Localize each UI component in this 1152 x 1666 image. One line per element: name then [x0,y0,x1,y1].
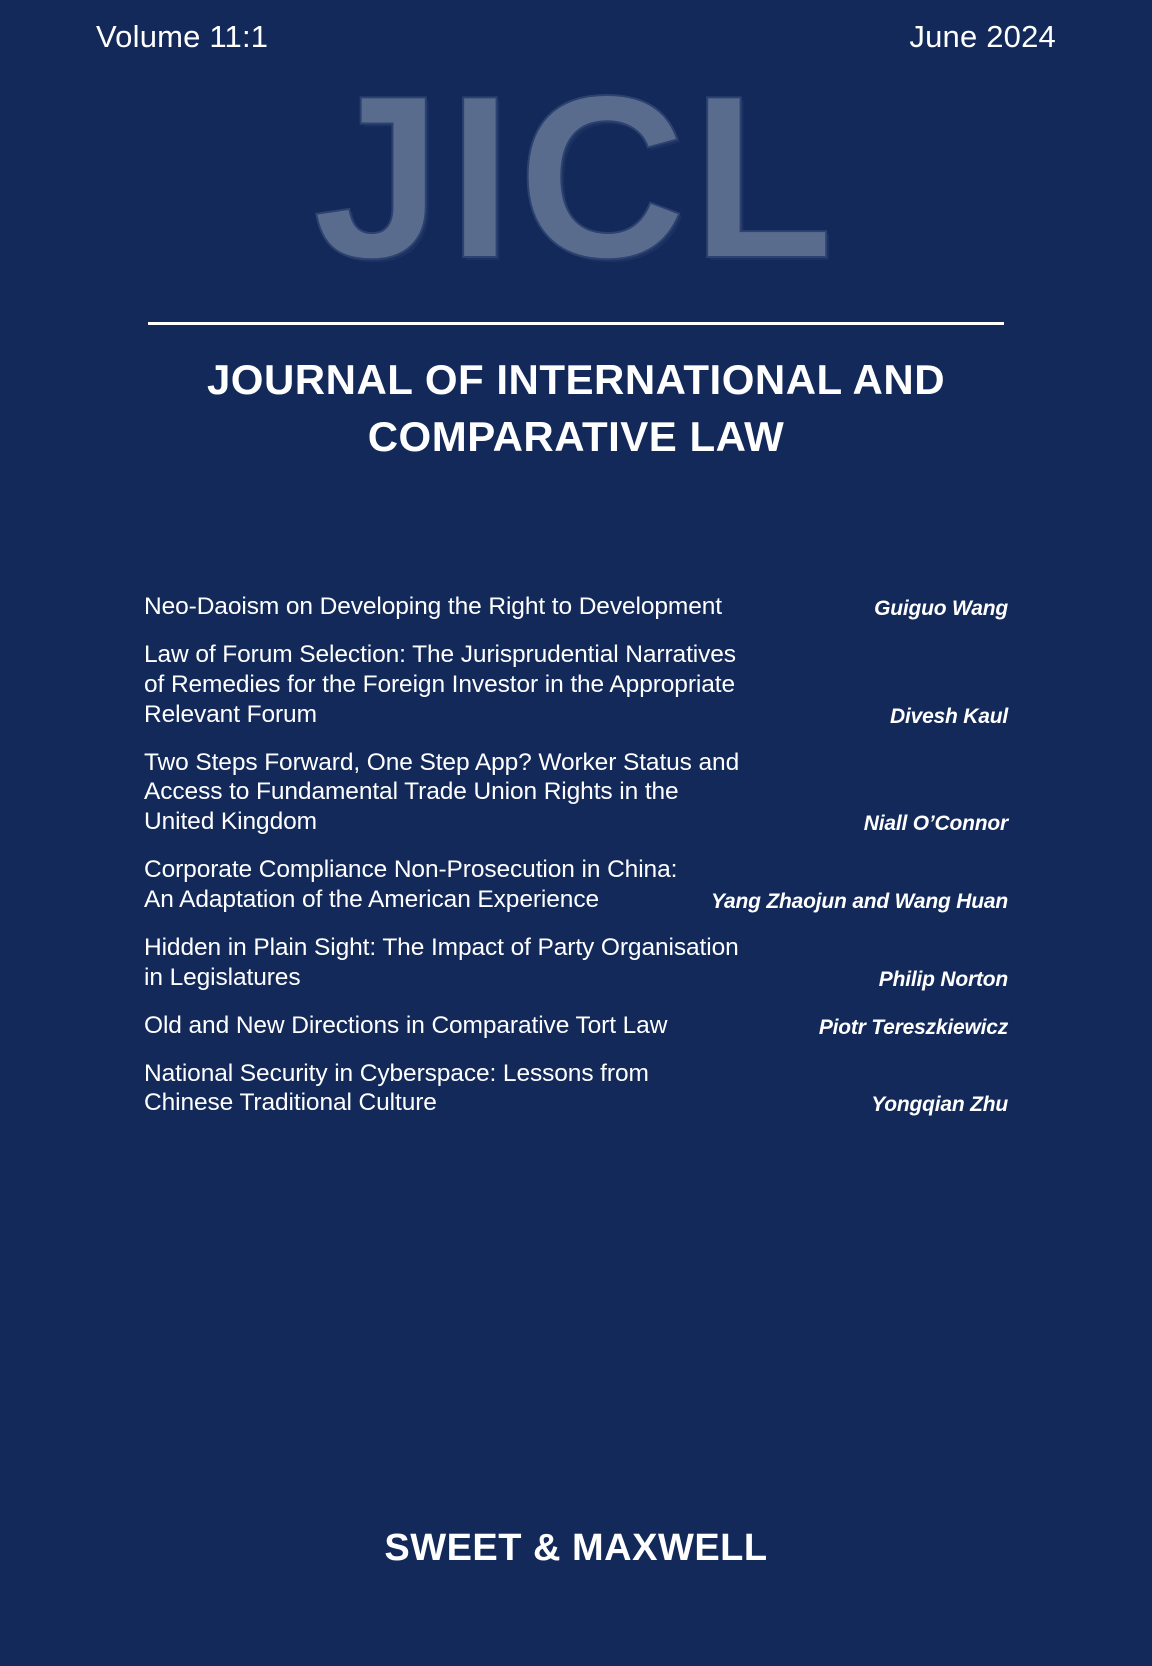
article-title: National Security in Cyberspace: Lessons from Chinese Traditional Culture [144,1059,649,1117]
article-title: Old and New Directions in Comparative Tort Law [144,1011,668,1039]
list-item [144,748,1008,838]
list-item [144,855,1008,915]
divider-rule [148,322,1004,325]
article-title: Two Steps Forward, One Step App? Worker Status and Access to Fundamental Trade Union Rights in the United Kingdom [144,748,740,836]
article-author: Yang Zhaojun and Wang Huan [711,889,1008,913]
article-title: Law of Forum Selection: The Jurisprudential Narratives of Remedies for the Foreign Investor in the Appropriate Relevant Forum [144,640,736,728]
list-item [144,933,1008,993]
article-title: Corporate Compliance Non-Prosecution in China: An Adaptation of the American Experience [144,856,678,913]
publisher-label: SWEET & MAXWELL [384,1527,768,1569]
article-author: Guiguo Wang [874,596,1008,620]
list-item [144,1059,1008,1119]
list-item [144,640,1008,730]
journal-logo: JICL [312,48,840,307]
list-item [144,592,1008,622]
article-author: Piotr Tereszkiewicz [818,1015,1008,1039]
page-title: JOURNAL OF INTERNATIONAL AND COMPARATIVE LAW [206,356,946,460]
list-item [144,1011,1008,1041]
article-author: Divesh Kaul [889,704,1008,728]
article-title: Neo-Daoism on Developing the Right to Development [144,593,722,620]
article-author: Niall O’Connor [863,812,1008,836]
volume-label: Volume 11:1 [96,19,269,54]
article-author: Yongqian Zhu [871,1093,1008,1117]
contents-list [144,592,1008,1136]
issue-date-label: June 2024 [909,19,1056,54]
article-title: Hidden in Plain Sight: The Impact of Party Organisation in Legislatures [144,933,739,991]
article-author: Philip Norton [878,967,1008,991]
